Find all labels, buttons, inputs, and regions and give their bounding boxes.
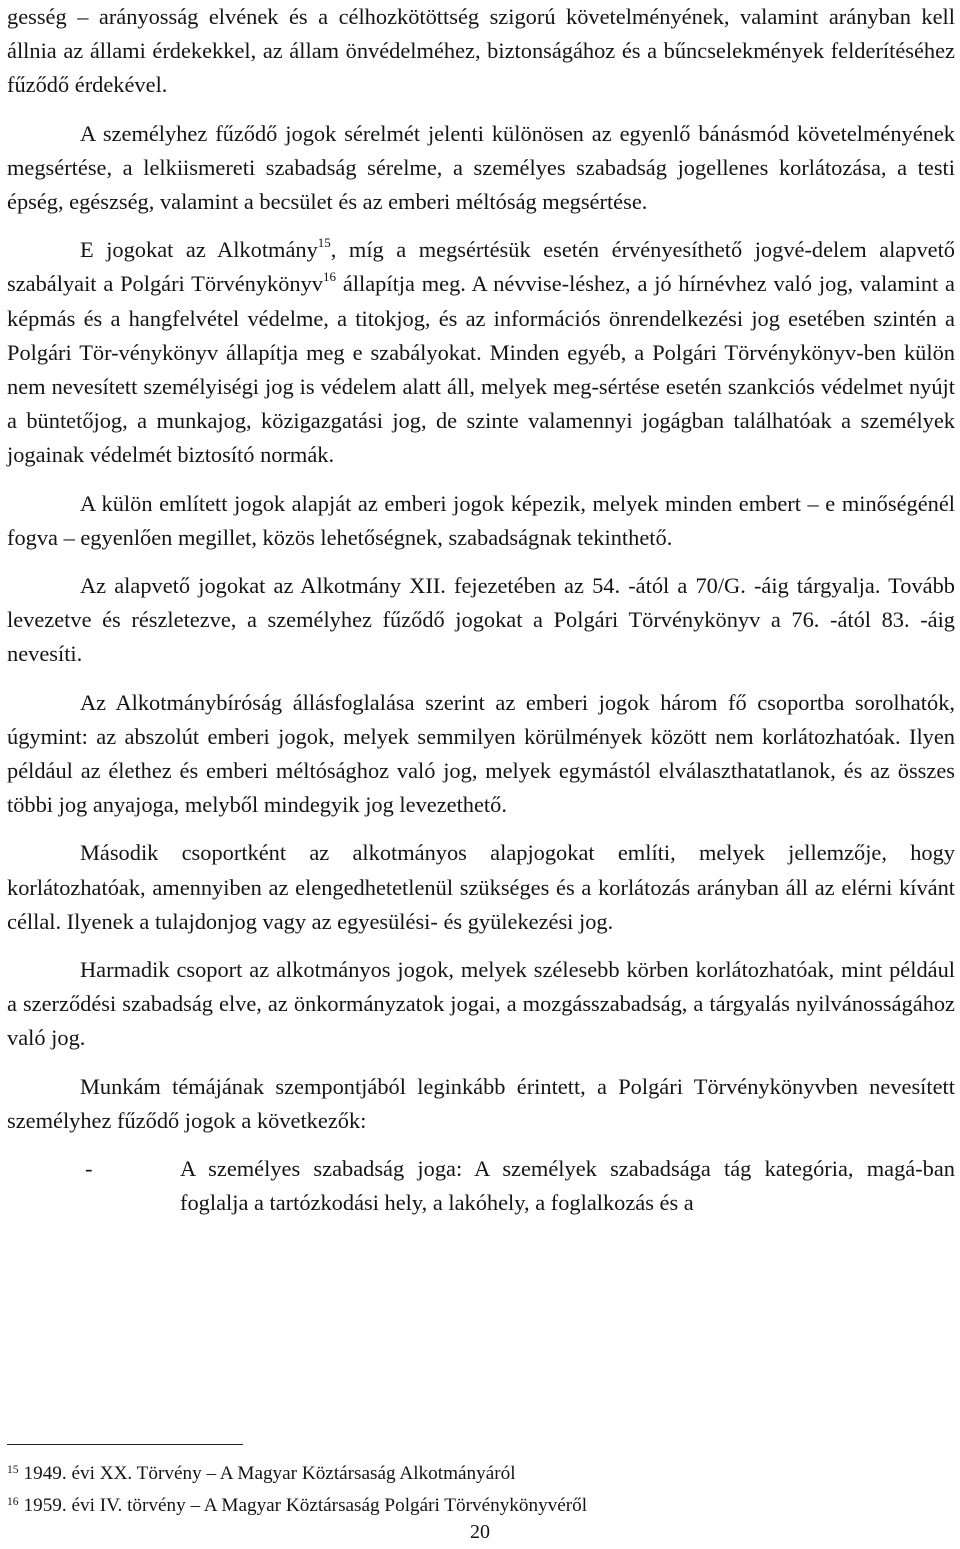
- footnotes: [7, 1456, 947, 1520]
- page-number: 20: [470, 1521, 490, 1543]
- paragraph-topic-intro: Munkám témájának szempontjából leginkább érintett, a Polgári Törvénykönyvben nevesített személyhez fűződő jogok a következők:: [7, 1073, 955, 1133]
- paragraph-personal-rights-violation: A személyhez fűződő jogok sérelmét jelenti különösen az egyenlő bánásmód követelményének megsértése, a lelkiismereti szabadság sérelme, a személyes szabadság jogellenes korlátozása, a testi épség, egészség, valamint a becsület és az emberi méltóság megsértése.: [7, 120, 955, 215]
- paragraph-text: állapítja meg. A névvise-léshez, a jó hírnévhez való jog, valamint a képmás és a hangfelvétel védelme, a titokjog, és az információs önrendelkezési jog esetében szintén a Polgári Tör-vénykönyv állapítja meg e szabályokat. Minden egyéb, a Polgári Törvénykönyv-ben külön nem nevesített személyiségi jog is védelem alatt áll, melyek meg-sértése esetén szankciós védelmet nyújt a büntetőjog, a munkajog, közigazgatási jog, de szinte valamennyi jogágban találhatóak a személyek jogainak védelmét biztosító normák.: [7, 271, 955, 468]
- footnote-number: 15: [7, 1464, 19, 1476]
- paragraph-text: , míg a megsértésük esetén érvényesíthető jogvé-delem alapvető szabályait a Polgári Törvénykönyv: [7, 237, 955, 297]
- footnote-15: [7, 1456, 947, 1488]
- list-item: [7, 1152, 955, 1220]
- list-item-text: A személyes szabadság joga: A személyek szabadsága tág kategória, magá-ban foglalja a tartózkodási hely, a lakóhely, a foglalkozás és a: [180, 1156, 955, 1216]
- footnote-number: 16: [7, 1496, 19, 1508]
- footnote-divider: [7, 1444, 243, 1445]
- footnote-ref-16[interactable]: 16: [323, 269, 337, 285]
- list-bullet: -: [85, 1156, 93, 1182]
- footnote-ref-15[interactable]: 15: [317, 235, 331, 251]
- footnote-16: [7, 1488, 947, 1520]
- paragraph-third-group: Harmadik csoport az alkotmányos jogok, melyek szélesebb körben korlátozhatóak, mint például a szerződési szabadság elve, az önkormányzatok jogai, a mozgásszabadság, a tárgyalás nyilvánosságához való jog.: [7, 957, 955, 1051]
- paragraph-constitution-civil-code: [7, 233, 955, 472]
- paragraph-text: E jogokat az Alkotmány: [80, 237, 318, 263]
- footnote-text: 1949. évi XX. Törvény – A Magyar Köztársaság Alkotmányáról: [23, 1463, 516, 1484]
- paragraph-constitutional-court: Az Alkotmánybíróság állásfoglalása szerint az emberi jogok három fő csoportba sorolhatók, úgymint: az abszolút emberi jogok, melyek semmilyen körülmények között nem korlátozhatóak. Ilyen például az élethez és emberi méltósághoz való jog, melyek egymástól elválaszthatatlanok, és az összes többi jog anyajoga, melyből mindegyik jog levezethető.: [7, 689, 955, 818]
- paragraph-continuation: gesség – arányosság elvének és a célhozkötöttség szigorú követelményének, valamint arányban kell állnia az állami érdekekkel, az állam önvédelméhez, biztonságához és a bűncselekmények felderítéséhez fűződő érdekével.: [7, 4, 955, 98]
- paragraph-human-rights: A külön említett jogok alapját az emberi jogok képezik, melyek minden embert – e minőségénél fogva – egyenlően megillet, közös lehetőségnek, szabadságnak tekinthető.: [7, 490, 955, 550]
- paragraph-second-group: Második csoportként az alkotmányos alapjogokat említi, melyek jellemzője, hogy korlátozhatóak, amennyiben az elengedhetetlenül szükséges és a korlátozás arányban áll az elérni kívánt céllal. Ilyenek a tulajdonjog vagy az egyesülési- és gyülekezési jog.: [7, 840, 955, 934]
- document-page: [7, 0, 955, 1221]
- footnote-text: 1959. évi IV. törvény – A Magyar Köztársaság Polgári Törvénykönyvéről: [23, 1495, 588, 1516]
- paragraph-fundamental-rights: Az alapvető jogokat az Alkotmány XII. fejezetében az 54. -ától a 70/G. -áig tárgyalja. Tovább levezetve és részletezve, a személyhez fűződő jogokat a Polgári Törvénykönyv a 76. -ától 83. -áig nevesíti.: [7, 573, 955, 667]
